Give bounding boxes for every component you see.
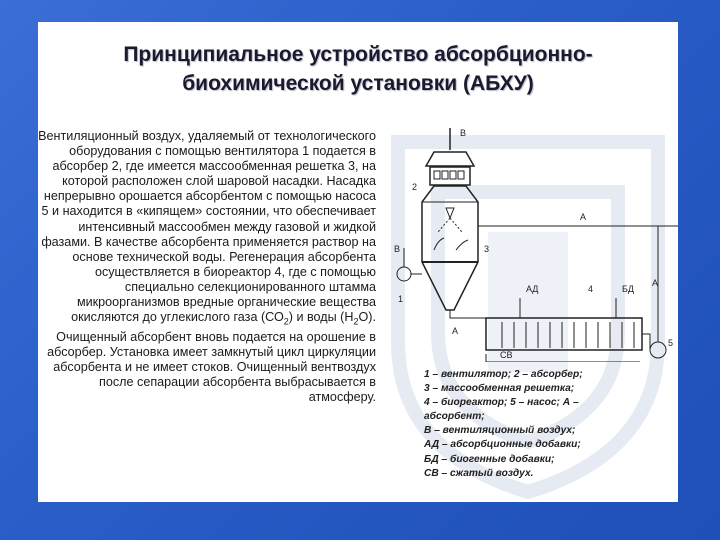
absorber-body <box>422 186 478 310</box>
pump <box>650 342 666 358</box>
subscript-h2o: 2 <box>353 316 359 327</box>
label-v-left: В <box>394 244 401 254</box>
bioreactor-plates <box>502 322 634 348</box>
legend-line: АД – абсорбционные добавки; <box>424 439 581 451</box>
label-v-top: В <box>460 128 467 138</box>
bioreactor <box>486 318 642 350</box>
label-cv: СВ <box>500 350 513 360</box>
legend-line: СВ – сжатый воздух. <box>424 467 534 479</box>
diagram-legend <box>424 368 674 481</box>
legend-line: БД – биогенные добавки; <box>424 453 555 465</box>
legend-line: В – вентиляционный воздух; <box>424 425 576 437</box>
fan <box>397 267 411 281</box>
separator-cap <box>426 152 474 166</box>
description-text <box>38 129 376 405</box>
description-part-2: ) и воды (Н <box>288 310 354 325</box>
label-a-right: А <box>652 278 659 288</box>
slide-title <box>38 40 678 98</box>
description-part-3: О). Очищенный абсорбент вновь подается на орошение в абсорбер. Установка имеет замкнутый цикл циркуляции абсорбента и не имеет стоков. Очищенный вентвоздух после сепарации абсорбента выбрасывается в атмосферу. <box>47 310 376 405</box>
title-line-2: биохимической установки (АБХУ) <box>182 72 534 95</box>
legend-line: абсорбент; <box>424 411 485 423</box>
installation-diagram <box>390 122 678 362</box>
label-3: 3 <box>484 244 490 254</box>
slide <box>38 22 678 502</box>
title-line-1: Принципиальное устройство абсорбционно- <box>123 43 593 66</box>
label-1: 1 <box>398 294 404 304</box>
description-part-1: Вентиляционный воздух, удаляемый от технологического оборудования с помощью вентилятора 1 подается в абсорбер 2, где имеется массообменная решетка 3, на которой расположен слой шаровой насадки. Насадка непрерывно орошается абсорбентом с помощью насоса 5 и находится в «кипящем» состоянии, что обеспечивает интенсивный массообмен между газовой и жидкой фазами. В качестве абсорбента применяется раствор на основе технической воды. Регенерация абсорбента осуществляется в биореактор 4, где с помощью специально селекционированного штамма микроорганизмов вредные органические вещества окисляются до углекислого газа (СО <box>38 129 376 325</box>
label-a-bottom: А <box>452 326 459 336</box>
legend-line: 1 – вентилятор; 2 – абсорбер; <box>424 369 583 380</box>
subscript-co2: 2 <box>283 316 289 327</box>
legend-line: 3 – массообменная решетка; <box>424 383 575 395</box>
label-5: 5 <box>668 338 674 348</box>
legend-line: 4 – биореактор; 5 – насос; А – <box>424 397 579 409</box>
label-a-top: А <box>580 212 587 222</box>
label-bd: БД <box>622 284 635 294</box>
label-2: 2 <box>412 182 418 192</box>
label-4: 4 <box>588 284 594 294</box>
spray-nozzle <box>446 208 454 218</box>
label-ad: АД <box>526 284 539 294</box>
